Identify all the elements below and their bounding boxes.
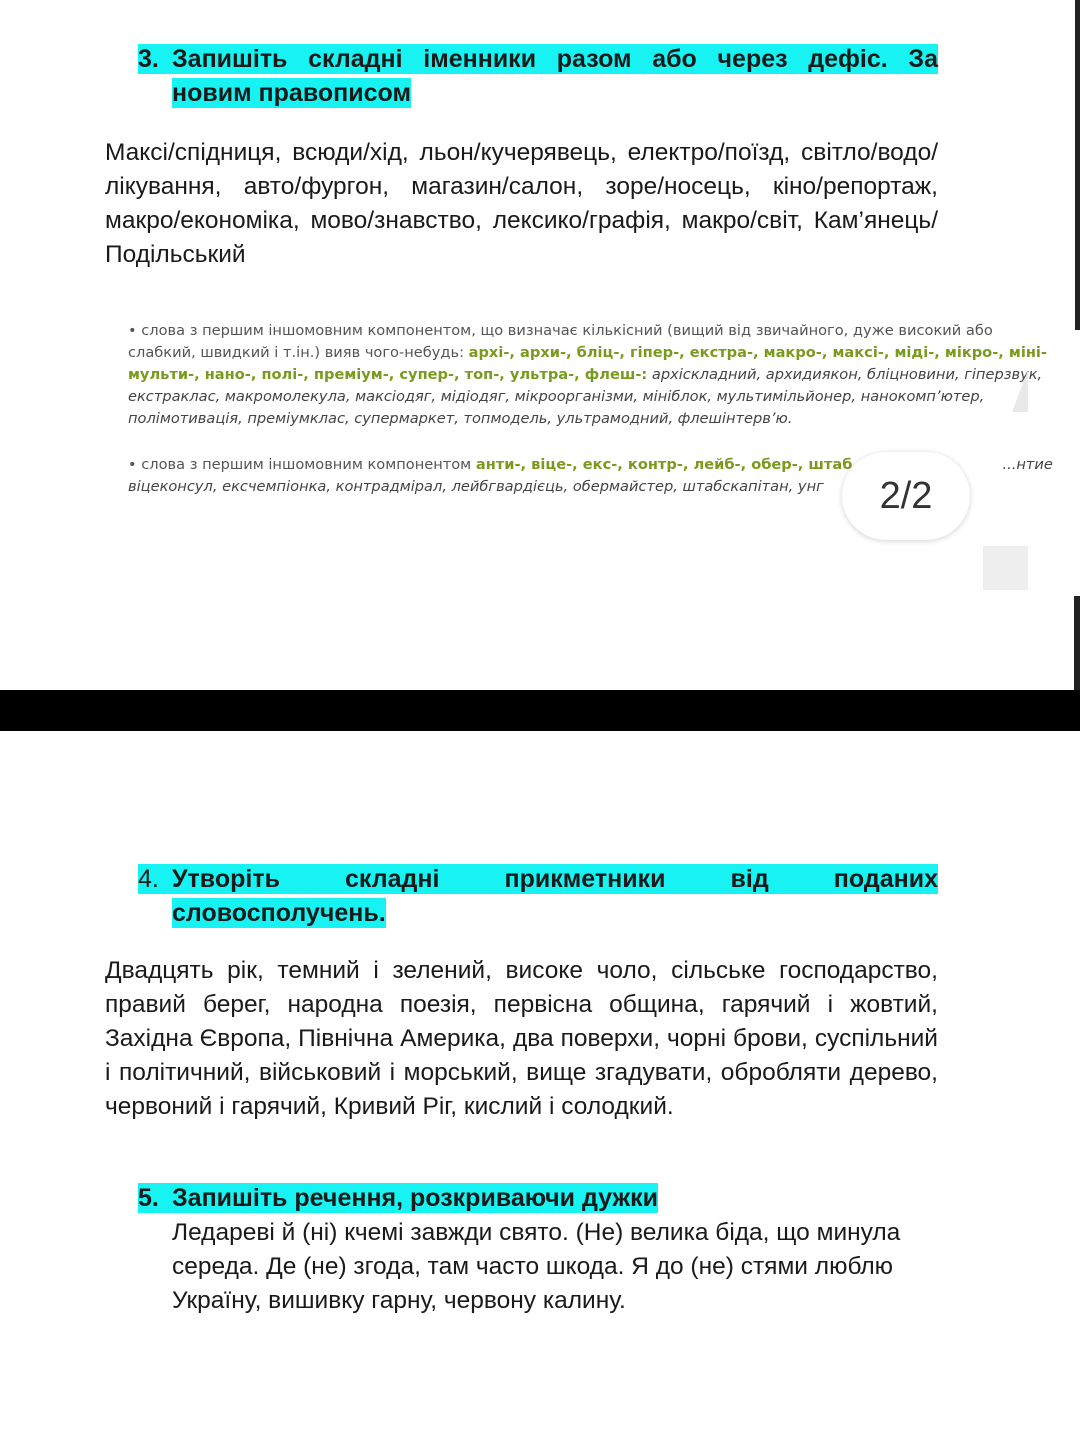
rule-2-prefixes: анти-, віце-, екс-, контр-, лейб-, обер-, штаб — [475, 456, 853, 473]
task-5-number: 5. — [138, 1184, 159, 1212]
page-separator — [0, 690, 1080, 731]
page-edge-shadow — [1012, 370, 1028, 412]
task-5-sentences: Ледареві й (ні) кчемі завжди свято. (Не) велика біда, що минула середа. Де (не) згода, там часто шкода. Я до (не) стями люблю Україну, вишивку гарну, червону калину. — [172, 1219, 901, 1314]
task-3-words: Максі/спідниця, всюди/хід, льон/кучерявець, електро/поїзд, світло/водо/лікування, авто/фургон, магазин/салон, зоре/носець, кіно/репортаж, макро/економіка, мово/знавство, лексико/графія, макро/світ, Кам’янець/ Подільський — [105, 139, 938, 268]
document-page-2 — [0, 731, 1080, 1432]
task-5-heading — [138, 1181, 938, 1215]
task-4-phrases: Двадцять рік, темний і зелений, високе чоло, сільське господарство, правий берег, народна поезія, первісна община, гарячий і жовтий, Західна Європа, Північна Америка, два поверхи, чорні брови, суспільний і політичний, військовий і морський, вище згадувати, обробляти дерево, червоний і гарячий, Кривий Ріг, кислий і солодкий. — [105, 957, 938, 1120]
task-3-title-line1: Запишіть складні іменники разом або через дефіс. За — [172, 45, 938, 73]
document-page-1 — [0, 0, 1080, 690]
task-4-number: 4. — [138, 865, 159, 893]
scroll-thumb[interactable] — [983, 546, 1028, 590]
rule-2-examples: віцеконсул, ексчемпіонка, контрадмірал, лейбгвардієць, обермайстер, штабскапітан, унг — [128, 478, 824, 495]
task-4-heading — [138, 862, 938, 930]
page-edge-mark — [1073, 0, 1080, 330]
rule-1-examples: архіскладний, архидиякон, бліцновини, гіперзвук, екстраклас, макромолекула, максіодяг, мідіодяг, мікроорганізми, мініблок, мультимільйонер, нанокомп’ютер, полімотивація, преміумклас, супермаркет, топмодель, ультрамодний, флешінтерв’ю. — [128, 366, 1043, 427]
task-3-number: 3. — [138, 45, 159, 73]
rule-1-prefixes: архі-, архи-, бліц-, гіпер-, екстра-, макро-, максі-, міді-, мікро-, міні-мульти-, нано-, полі-, преміум-, супер-, топ-, ультра-, флеш-: — [128, 344, 1047, 383]
page-edge-mark-lower — [1074, 596, 1080, 690]
rule-2-tail: ...нтие — [1002, 456, 1053, 473]
task-5-title: Запишіть речення, розкриваючи дужки — [172, 1184, 658, 1212]
reference-rule-1 — [128, 320, 1048, 430]
task-3-title-line2: новим правописом — [172, 79, 411, 107]
rule-2-intro: • слова з першим іншомовним компонентом — [128, 456, 476, 473]
task-4-title-line2: словосполучень. — [172, 899, 386, 927]
rule-1-intro: • слова з першим іншомовним компонентом, що визначає кількісний (вищий від звичайного, дуже високий або слабкий, швидкий і т.ін.) вияв чого-небудь: — [128, 322, 993, 361]
page-indicator: 2/2 — [842, 452, 970, 540]
task-4-title-line1: Утворіть складні прикметники від поданих — [172, 865, 938, 893]
task-3-heading — [138, 42, 938, 110]
